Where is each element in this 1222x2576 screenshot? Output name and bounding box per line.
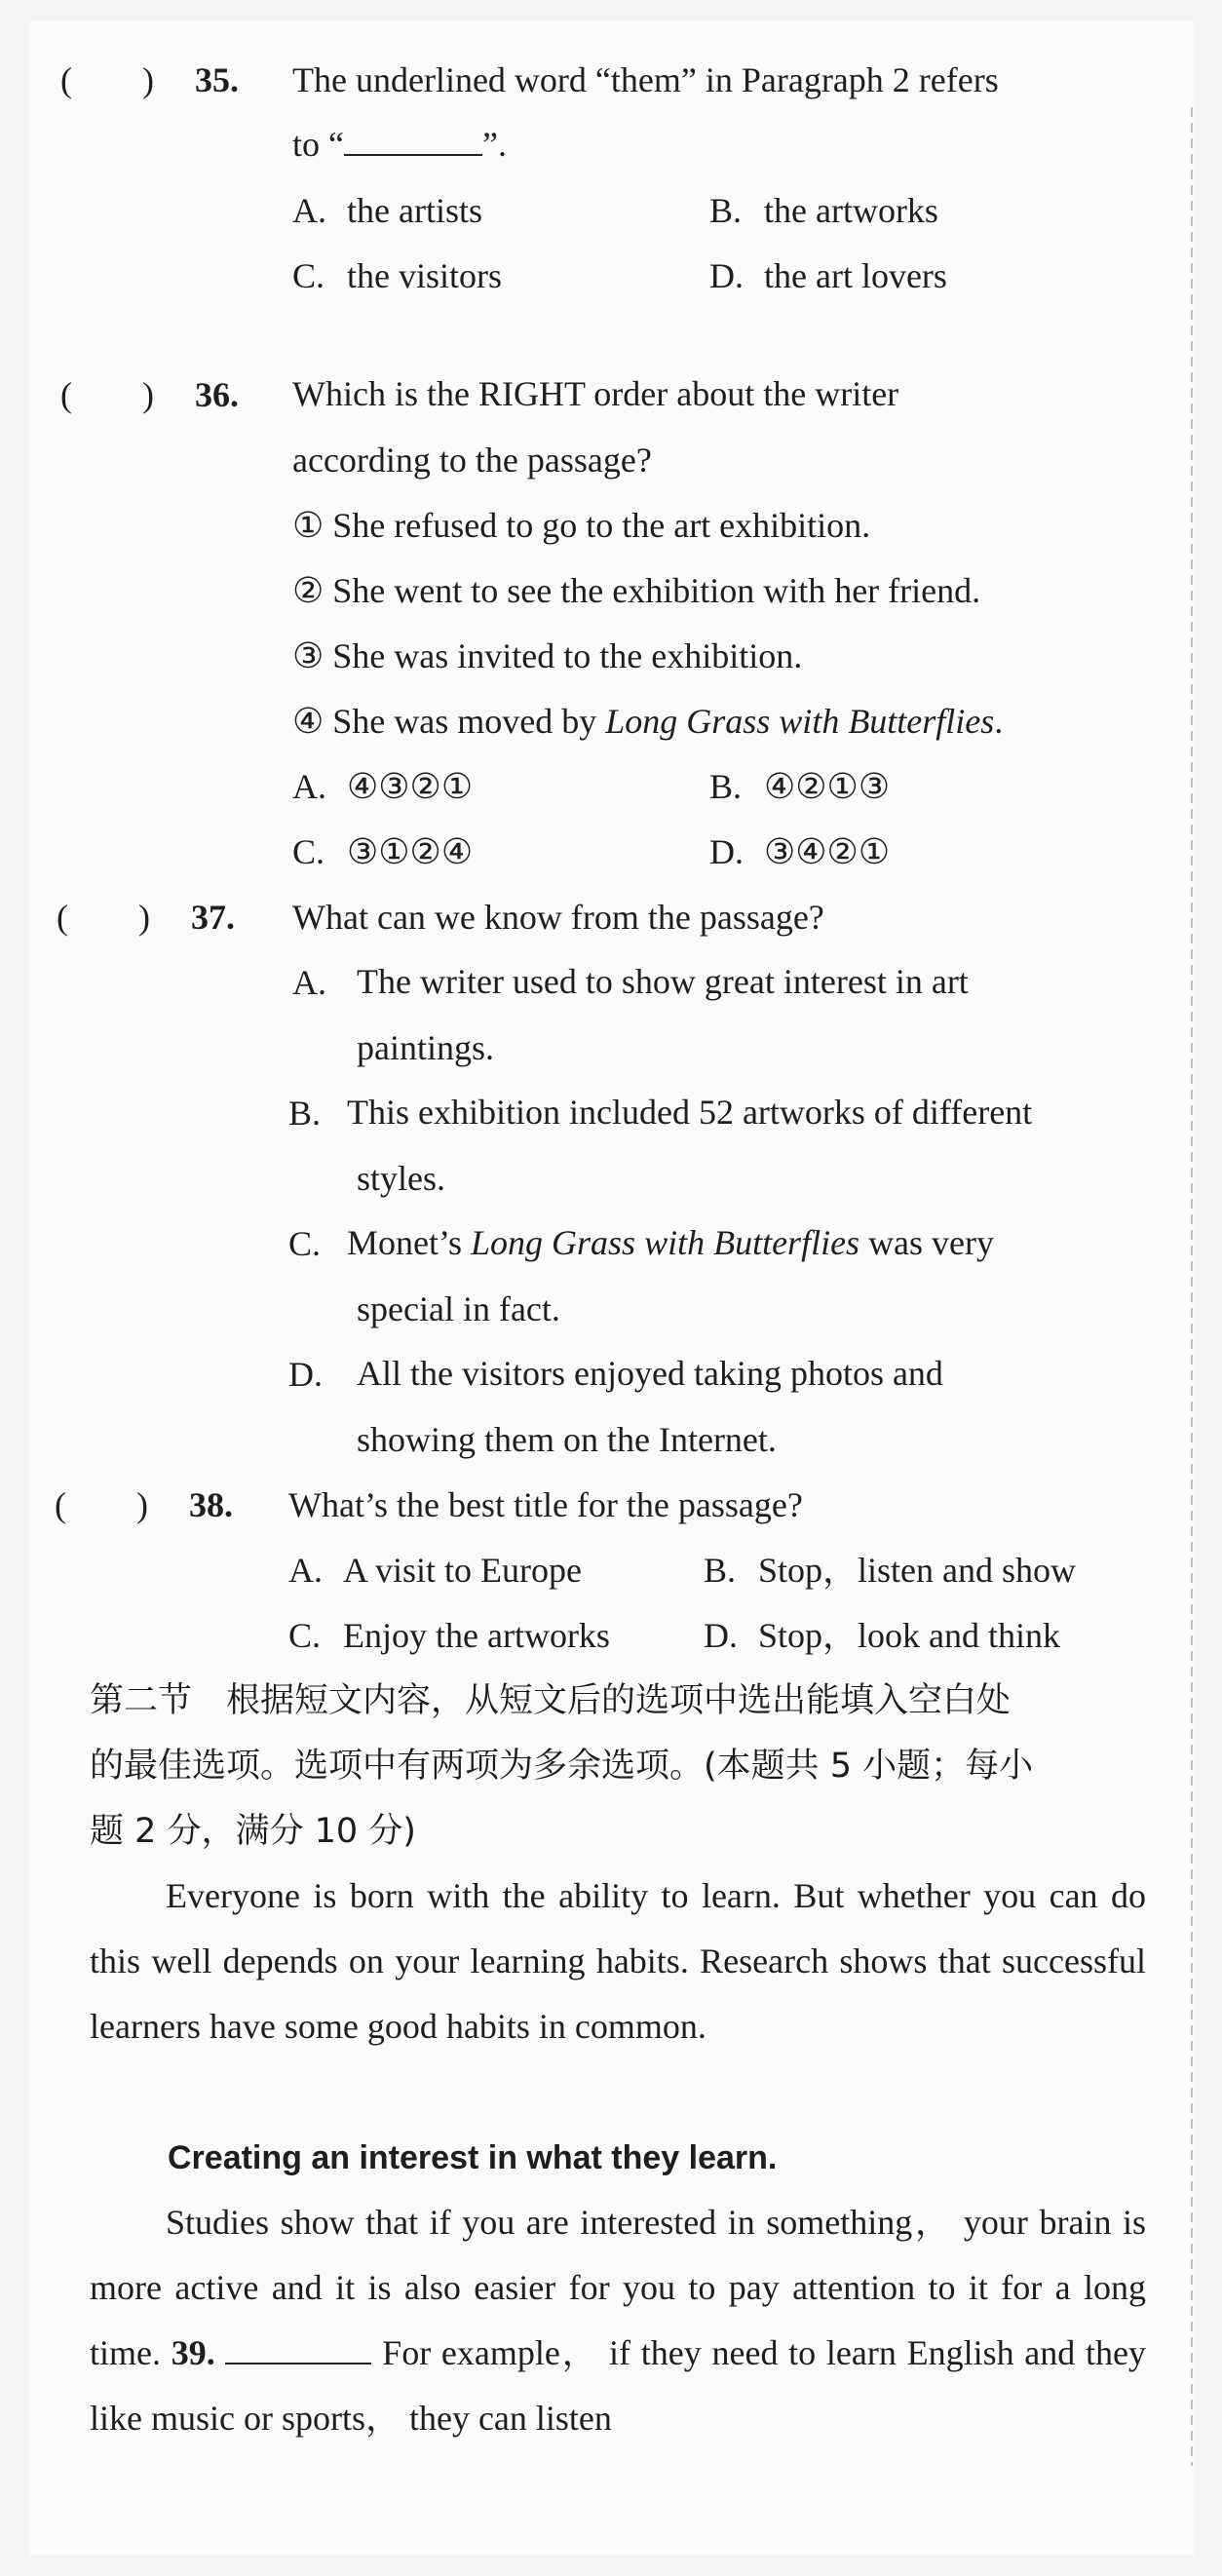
event-item: ③ She was invited to the exhibition. [292,636,803,675]
option-letter[interactable]: D. [288,1355,323,1394]
page-edge-rule [1191,107,1193,2466]
section-instructions-line3: 题 2 分，满分 10 分) [90,1812,416,1851]
option[interactable]: Monet’s Long Grass with Butterflies was very [347,1223,995,1262]
question-number: 36. [195,375,239,414]
question-stem: What can we know from the passage? [292,898,824,937]
option[interactable]: D. the art lovers [709,256,947,295]
option[interactable]: D. ③④②① [709,832,891,871]
event-item: ① She refused to go to the art exhibition. [292,506,871,545]
question-number: 38. [189,1485,233,1524]
option-letter[interactable]: B. [288,1094,322,1133]
question-stem: What’s the best title for the passage? [288,1485,803,1524]
option[interactable]: All the visitors enjoyed taking photos and [357,1354,943,1393]
option[interactable]: D. Stop，look and think [704,1616,1061,1655]
option[interactable]: A. the artists [292,191,482,230]
option-letter[interactable]: C. [288,1224,322,1263]
option-letter[interactable]: A. [292,963,326,1002]
question-stem: Which is the RIGHT order about the writer [292,374,899,413]
option[interactable]: B. ④②①③ [709,767,891,806]
section-instructions-line1: 第二节 根据短文内容，从短文后的选项中选出能填入空白处 [90,1681,1012,1720]
option-line2: paintings. [357,1028,494,1067]
answer-paren[interactable]: ( ) [57,898,150,937]
question-stem: The underlined word “them” in Paragraph 2 refers [292,60,999,99]
blank-number: 39. [171,2333,215,2372]
answer-blank[interactable] [225,2339,371,2365]
option-line2: styles. [357,1159,446,1198]
answer-paren[interactable]: ( ) [60,60,154,99]
answer-paren[interactable]: ( ) [60,375,154,414]
option[interactable]: The writer used to show great interest in art [357,962,969,1001]
option[interactable]: C. the visitors [292,256,502,295]
question-number: 35. [195,60,239,99]
answer-paren[interactable]: ( ) [55,1485,148,1524]
question-stem-line2: according to the passage? [292,441,652,480]
option[interactable]: B. Stop，listen and show [704,1551,1077,1590]
passage-intro: Everyone is born with the ability to learn. But whether you can do this well depends on your learning habits. Research shows that successful learners have some good habits in common. [90,1876,1146,2046]
passage-paragraph: Studies show that if you are interested in something， your brain is more active and it is also easier for you to pay attention to it for a long time. 39. For example， if they need to learn English and they like music or sports， they can listen [90,2203,1147,2438]
event-item: ② She went to see the exhibition with her friend. [292,571,981,610]
option-line2: showing them on the Internet. [357,1420,777,1459]
section-instructions-line2: 的最佳选项。选项中有两项为多余选项。(本题共 5 小题；每小 [90,1747,1034,1786]
option[interactable]: C. Enjoy the artworks [288,1616,610,1655]
passage-heading: Creating an interest in what they learn. [168,2139,778,2176]
option[interactable]: B. the artworks [709,191,938,230]
option[interactable]: C. ③①②④ [292,832,474,871]
option[interactable]: A. ④③②① [292,767,474,806]
option[interactable]: This exhibition included 52 artworks of different [347,1093,1033,1132]
question-stem-line2: to “ ”. [292,125,507,164]
answer-blank[interactable] [344,131,482,156]
question-number: 37. [191,898,235,937]
option-line2: special in fact. [357,1289,560,1328]
option[interactable]: A. A visit to Europe [288,1551,582,1590]
event-item: ④ She was moved by Long Grass with Butterflies. [292,702,1004,741]
